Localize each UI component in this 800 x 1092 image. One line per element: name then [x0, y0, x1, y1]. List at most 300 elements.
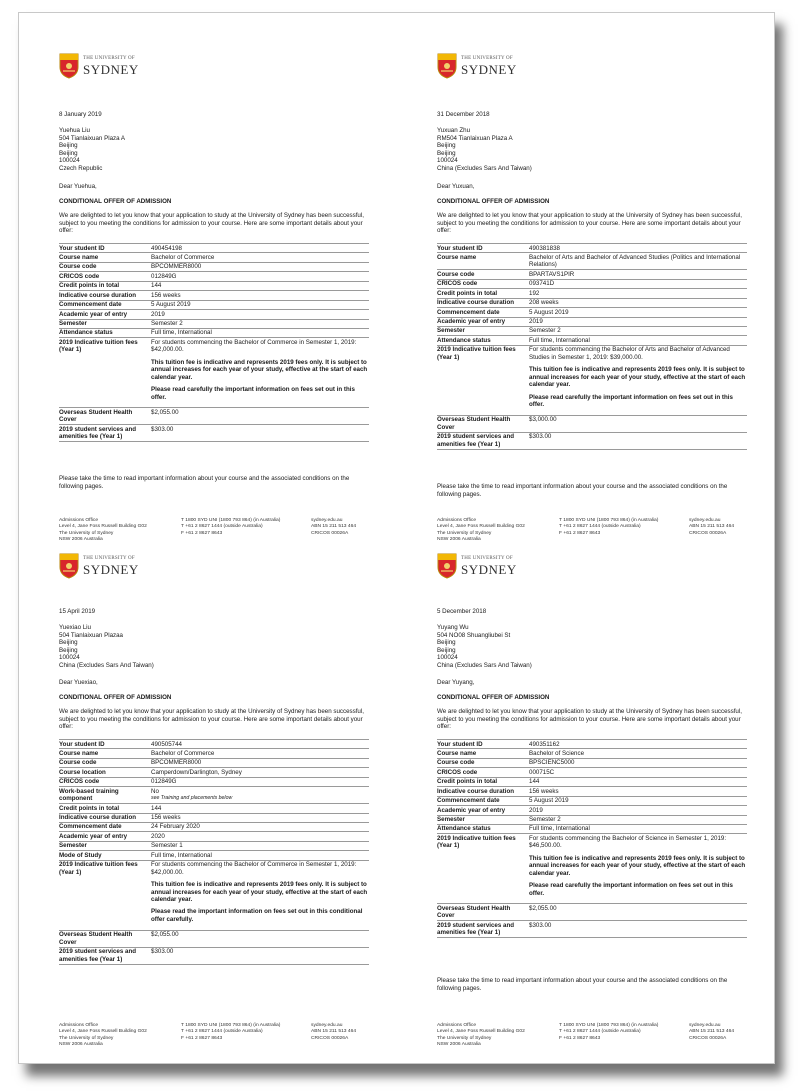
field-label: 2019 Indicative tuition fees (Year 1) — [437, 345, 529, 415]
address-line: Beijing — [59, 639, 78, 647]
footer-line: T +61 2 8627 1444 (outside Australia) — [181, 1029, 263, 1035]
field-label: Course code — [437, 758, 529, 767]
footer-line: Admissions Office — [59, 1023, 99, 1028]
address-line: Beijing — [59, 149, 78, 157]
tuition-cell — [151, 860, 369, 930]
field-value: BPCOMMER8000 — [151, 262, 369, 271]
footer-line: T 1800 SYD UNI (1800 793 864) (in Australia) — [559, 1023, 659, 1028]
salutation: Dear Yuyang, — [437, 679, 475, 686]
university-logo — [59, 53, 189, 83]
table-row — [59, 408, 369, 425]
address-line: China (Excludes Sars And Taiwan) — [437, 661, 532, 669]
offer-letter-4 — [437, 553, 777, 1053]
field-label: Attendance status — [59, 328, 151, 337]
table-row — [437, 298, 747, 307]
field-label: Course name — [437, 253, 529, 270]
university-logo — [437, 553, 567, 583]
address-line: 100024 — [437, 157, 458, 165]
salutation: Dear Yuehua, — [59, 183, 97, 190]
table-row — [437, 758, 747, 767]
field-label: Semester — [437, 815, 529, 824]
table-row — [437, 921, 747, 938]
footer-line: sydney.edu.au — [689, 518, 721, 523]
table-row — [437, 815, 747, 824]
field-value: 2019 — [151, 310, 369, 319]
field-value: 490505744 — [151, 740, 369, 749]
field-value: Bachelor of Science — [529, 749, 747, 758]
field-value: $303.00 — [529, 432, 747, 449]
logo-small-text: THE UNIVERSITY OF — [461, 56, 513, 61]
table-row — [437, 336, 747, 345]
logo-big-text: SYDNEY — [83, 62, 139, 77]
letter-date: 5 December 2018 — [437, 608, 487, 615]
footer-line: Level 4, Jane Foss Russell Building G02 — [437, 524, 525, 530]
address-line: 504 Tianlaixuan Plaza A — [59, 134, 126, 142]
tuition-cell — [151, 338, 369, 408]
field-label: Your student ID — [59, 740, 151, 749]
field-label: Your student ID — [437, 740, 529, 749]
fee-note: This tuition fee is indicative and represents 2019 fees only. It is subject to annual increases for each year of your study, effective at the start of each calendar year. — [151, 358, 368, 381]
table-row — [437, 270, 747, 279]
logo-big-text: SYDNEY — [83, 562, 139, 577]
table-row — [59, 804, 369, 813]
address-line: Beijing — [437, 149, 456, 157]
footer-line: sydney.edu.au — [311, 518, 343, 523]
recipient-address — [59, 127, 125, 172]
offer-details-table — [59, 243, 369, 442]
field-value: $303.00 — [151, 947, 369, 964]
table-row — [59, 300, 369, 309]
footer-line: Admissions Office — [437, 518, 477, 523]
table-row — [437, 749, 747, 758]
field-value: Semester 2 — [529, 326, 747, 335]
footer-line: NSW 2006 Australia — [59, 537, 103, 543]
table-row — [59, 281, 369, 290]
field-value: 012849G — [151, 272, 369, 281]
field-value: BPARTAVS1PIR — [529, 270, 747, 279]
field-value: 490351162 — [529, 740, 747, 749]
footer-line: CRICOS 00026A — [311, 530, 349, 536]
crest-icon — [437, 553, 457, 579]
footer-address — [437, 1023, 557, 1049]
field-label: Semester — [437, 326, 529, 335]
table-row — [59, 244, 369, 253]
field-label: Overseas Student Health Cover — [59, 408, 151, 425]
footer-address — [59, 518, 179, 544]
footer-line: F +61 2 8627 8643 — [559, 530, 601, 536]
field-value: 144 — [151, 804, 369, 813]
table-row — [59, 787, 369, 804]
document-sheet — [18, 12, 775, 1064]
field-value: 144 — [151, 281, 369, 290]
table-row — [437, 787, 747, 796]
footer-line: CRICOS 00026A — [311, 1035, 349, 1041]
footer-line: The University of Sydney — [59, 1035, 114, 1041]
field-value: 5 August 2019 — [529, 796, 747, 805]
table-row — [59, 813, 369, 822]
tuition-value: For students commencing the Bachelor of Commerce in Semester 1, 2019: $42,000.00. — [151, 338, 357, 354]
field-value: 156 weeks — [151, 291, 369, 300]
address-line: Yuyang Wu — [437, 624, 469, 631]
field-value: 156 weeks — [151, 813, 369, 822]
footer-web — [689, 1023, 759, 1042]
table-row — [59, 851, 369, 860]
footer-line: sydney.edu.au — [311, 1023, 343, 1028]
field-value: $3,000.00 — [529, 415, 747, 432]
field-value: $2,055.00 — [151, 930, 369, 947]
footer-line: Level 4, Jane Foss Russell Building G02 — [437, 1029, 525, 1035]
field-label: Commencement date — [437, 796, 529, 805]
field-label: Attendance status — [437, 824, 529, 833]
crest-icon — [437, 53, 457, 79]
table-row — [437, 279, 747, 288]
footer-line: sydney.edu.au — [689, 1023, 721, 1028]
field-label: Overseas Student Health Cover — [437, 904, 529, 921]
intro-paragraph: We are delighted to let you know that your application to study at the University of Sydney has been successful, subject to you meeting the conditions for admission to your course. Here are some important details about your offer: — [437, 708, 742, 731]
footer-web — [311, 518, 381, 537]
logo-big-text: SYDNEY — [461, 62, 517, 77]
footer-line: T 1800 SYD UNI (1800 793 864) (in Australia) — [181, 518, 281, 523]
field-label: Course code — [59, 758, 151, 767]
address-line: China (Excludes Sars And Taiwan) — [59, 661, 154, 669]
table-row — [59, 253, 369, 262]
table-row — [59, 310, 369, 319]
footer-web — [311, 1023, 381, 1042]
field-value: 5 August 2019 — [151, 300, 369, 309]
field-label: Credit points in total — [59, 281, 151, 290]
footer-line: T +61 2 8627 1444 (outside Australia) — [181, 524, 263, 530]
address-line: RM504 Tianlaixuan Plaza A — [437, 134, 513, 142]
field-value: Bachelor of Commerce — [151, 749, 369, 758]
field-label: 2019 student services and amenities fee (Year 1) — [59, 425, 151, 442]
address-line: 504 Tianlaixuan Plazaa — [59, 631, 123, 639]
fee-read-note: Please read carefully the important information on fees set out in this offer. — [529, 393, 733, 408]
field-label: Course name — [59, 749, 151, 758]
address-line: 100024 — [59, 157, 80, 165]
field-value: 012849G — [151, 777, 369, 786]
table-row — [59, 758, 369, 767]
field-value: Bachelor of Commerce — [151, 253, 369, 262]
field-label: Semester — [59, 319, 151, 328]
field-label: Indicative course duration — [437, 787, 529, 796]
field-label: Semester — [59, 841, 151, 850]
footer-line: Admissions Office — [59, 518, 99, 523]
footer-contact — [559, 518, 684, 537]
table-row — [59, 947, 369, 964]
address-line: Yuehua Liu — [59, 127, 90, 134]
recipient-address — [59, 624, 154, 669]
salutation: Dear Yuexiao, — [59, 679, 98, 686]
field-value: 000715C — [529, 768, 747, 777]
field-label: Academic year of entry — [59, 310, 151, 319]
field-value: $2,055.00 — [151, 408, 369, 425]
tuition-value: For students commencing the Bachelor of Commerce in Semester 1, 2019: $42,000.00. — [151, 861, 357, 876]
field-value: $303.00 — [529, 921, 747, 938]
footer-contact — [181, 1023, 306, 1042]
field-value: 5 August 2019 — [529, 308, 747, 317]
letter-heading: CONDITIONAL OFFER OF ADMISSION — [437, 694, 550, 701]
field-value: $303.00 — [151, 425, 369, 442]
footer-line: ABN 15 211 513 464 — [689, 1029, 735, 1035]
logo-big-text: SYDNEY — [461, 562, 517, 577]
table-row — [437, 345, 747, 415]
field-label: Mode of Study — [59, 851, 151, 860]
address-line: 100024 — [437, 654, 458, 662]
field-label: Academic year of entry — [59, 832, 151, 841]
footer-contact — [181, 518, 306, 537]
footer-address — [437, 518, 557, 544]
footer-line: T +61 2 8627 1444 (outside Australia) — [559, 524, 641, 530]
table-row — [437, 253, 747, 270]
address-line: Beijing — [437, 646, 456, 654]
field-label: Overseas Student Health Cover — [59, 930, 151, 947]
field-label: 2019 Indicative tuition fees (Year 1) — [437, 834, 529, 904]
field-label: Commencement date — [59, 300, 151, 309]
field-value: Semester 2 — [529, 815, 747, 824]
footer-address — [59, 1023, 179, 1049]
field-value: 144 — [529, 777, 747, 786]
field-label: Attendance status — [437, 336, 529, 345]
table-row — [59, 338, 369, 408]
field-label: Course code — [437, 270, 529, 279]
footer-line: Admissions Office — [437, 1023, 477, 1028]
footer-line: The University of Sydney — [59, 530, 114, 536]
university-logo — [59, 553, 189, 583]
address-line: 100024 — [59, 654, 80, 662]
field-value: Full time, International — [529, 824, 747, 833]
fee-note: This tuition fee is indicative and represents 2019 fees only. It is subject to annual increases for each year of your study, effective at the start of each calendar year. — [529, 366, 746, 389]
letter-heading: CONDITIONAL OFFER OF ADMISSION — [437, 198, 550, 205]
field-label: CRICOS code — [59, 272, 151, 281]
letter-heading: CONDITIONAL OFFER OF ADMISSION — [59, 198, 172, 205]
field-label: Overseas Student Health Cover — [437, 415, 529, 432]
footer-line: T 1800 SYD UNI (1800 793 864) (in Australia) — [181, 1023, 281, 1028]
footer-line: T 1800 SYD UNI (1800 793 864) (in Australia) — [559, 518, 659, 523]
footer-line: F +61 2 8627 8643 — [181, 1035, 223, 1041]
footer-line: ABN 15 211 513 464 — [311, 524, 357, 530]
recipient-address — [437, 624, 532, 669]
field-label: Academic year of entry — [437, 317, 529, 326]
field-value: Full time, International — [151, 851, 369, 860]
table-row — [59, 930, 369, 947]
address-line: Beijing — [437, 639, 456, 647]
letter-date: 15 April 2019 — [59, 608, 96, 615]
letter-heading: CONDITIONAL OFFER OF ADMISSION — [59, 694, 172, 701]
field-label: Course location — [59, 768, 151, 777]
field-value: Camperdown/Darlington, Sydney — [151, 768, 369, 777]
table-row — [59, 425, 369, 442]
field-label: 2019 Indicative tuition fees (Year 1) — [59, 860, 151, 930]
table-row — [59, 749, 369, 758]
closing-paragraph: Please take the time to read important information about your course and the associated conditions on the following pages. — [59, 475, 350, 490]
field-label: Credit points in total — [437, 289, 529, 298]
field-value: $2,055.00 — [529, 904, 747, 921]
intro-paragraph: We are delighted to let you know that your application to study at the University of Sydney has been successful, subject to you meeting the conditions for admission to your course. Here are some important details about your offer: — [59, 708, 364, 731]
intro-paragraph: We are delighted to let you know that your application to study at the University of Sydney has been successful, subject to you meeting the conditions for admission to your course. Here are some important details about your offer: — [59, 212, 364, 235]
table-row — [437, 317, 747, 326]
field-value: 24 February 2020 — [151, 822, 369, 831]
field-label: Course code — [59, 262, 151, 271]
table-row — [437, 308, 747, 317]
footer-line: Level 4, Jane Foss Russell Building G02 — [59, 524, 147, 530]
field-label: Course name — [437, 749, 529, 758]
field-label: Credit points in total — [59, 804, 151, 813]
field-value: Full time, International — [151, 328, 369, 337]
address-line: Czech Republic — [59, 164, 103, 172]
field-value: Semester 2 — [151, 319, 369, 328]
table-row — [59, 768, 369, 777]
offer-details-table — [437, 739, 747, 938]
field-label: CRICOS code — [437, 279, 529, 288]
footer-line: NSW 2006 Australia — [437, 1042, 481, 1048]
footer-line: NSW 2006 Australia — [437, 537, 481, 543]
field-label: Commencement date — [437, 308, 529, 317]
footer-line: ABN 15 211 513 464 — [311, 1029, 357, 1035]
crest-icon — [59, 553, 79, 579]
footer-line: NSW 2006 Australia — [59, 1042, 103, 1048]
offer-letter-2 — [437, 53, 777, 543]
address-line: Beijing — [437, 142, 456, 150]
footer-contact — [559, 1023, 684, 1042]
table-row — [437, 806, 747, 815]
table-row — [437, 415, 747, 432]
field-value: 490381838 — [529, 244, 747, 253]
salutation: Dear Yuxuan, — [437, 183, 475, 190]
field-label: Indicative course duration — [437, 298, 529, 307]
field-value: BPCOMMER8000 — [151, 758, 369, 767]
table-row — [437, 432, 747, 449]
table-row — [59, 777, 369, 786]
address-line: Beijing — [59, 142, 78, 150]
field-value: 208 weeks — [529, 298, 747, 307]
letter-date: 8 January 2019 — [59, 111, 102, 118]
table-row — [437, 904, 747, 921]
field-value: BPSCIENC5000 — [529, 758, 747, 767]
fee-note: This tuition fee is indicative and represents 2019 fees only. It is subject to annual increases for each year of your study, effective at the start of each calendar year. — [151, 881, 368, 903]
table-row — [59, 328, 369, 337]
table-row — [59, 291, 369, 300]
field-value: Semester 1 — [151, 841, 369, 850]
table-row — [59, 319, 369, 328]
footer-line: The University of Sydney — [437, 1035, 492, 1041]
table-row — [437, 824, 747, 833]
footer-line: CRICOS 00026A — [689, 530, 727, 536]
logo-small-text: THE UNIVERSITY OF — [461, 556, 513, 561]
field-label: 2019 student services and amenities fee (Year 1) — [59, 947, 151, 964]
letter-date: 31 December 2018 — [437, 111, 490, 118]
fee-note: This tuition fee is indicative and represents 2019 fees only. It is subject to annual increases for each year of your study, effective at the start of each calendar year. — [529, 854, 746, 877]
field-label: Your student ID — [437, 244, 529, 253]
university-logo — [437, 53, 567, 83]
footer-line: Level 4, Jane Foss Russell Building G02 — [59, 1029, 147, 1035]
offer-letter-1 — [59, 53, 399, 543]
field-value: 490454198 — [151, 244, 369, 253]
work-based-cell — [151, 787, 369, 804]
footer-line: The University of Sydney — [437, 530, 492, 536]
field-value: 192 — [529, 289, 747, 298]
field-value: Full time, International — [529, 336, 747, 345]
field-value: 2019 — [529, 806, 747, 815]
intro-paragraph: We are delighted to let you know that your application to study at the University of Sydney has been successful, subject to you meeting the conditions for admission to your course. Here are some important details about your offer: — [437, 212, 742, 235]
footer-line: CRICOS 00026A — [689, 1035, 727, 1041]
table-row — [437, 740, 747, 749]
field-label: Your student ID — [59, 244, 151, 253]
table-row — [437, 289, 747, 298]
closing-paragraph: Please take the time to read important information about your course and the associated conditions on the following pages. — [437, 977, 728, 992]
tuition-cell — [529, 834, 747, 904]
table-row — [59, 841, 369, 850]
field-value: 2020 — [151, 832, 369, 841]
address-line: China (Excludes Sars And Taiwan) — [437, 164, 532, 172]
crest-icon — [59, 53, 79, 79]
field-label: 2019 student services and amenities fee (Year 1) — [437, 432, 529, 449]
field-label: Academic year of entry — [437, 806, 529, 815]
field-label: Commencement date — [59, 822, 151, 831]
closing-paragraph: Please take the time to read important information about your course and the associated conditions on the following pages. — [437, 483, 728, 498]
field-value: 093741D — [529, 279, 747, 288]
footer-line: T +61 2 8627 1444 (outside Australia) — [559, 1029, 641, 1035]
table-row — [59, 740, 369, 749]
fee-read-note: Please read the important information on fees set out in this conditional offer carefully. — [151, 908, 363, 923]
offer-letter-3 — [59, 553, 399, 1053]
logo-small-text: THE UNIVERSITY OF — [83, 556, 135, 561]
footer-line: F +61 2 8627 8643 — [181, 530, 223, 536]
footer-line: ABN 15 211 513 464 — [689, 524, 735, 530]
field-value: Bachelor of Arts and Bachelor of Advanced Studies (Politics and International Relations) — [529, 253, 747, 270]
table-row — [437, 834, 747, 904]
field-label: 2019 student services and amenities fee (Year 1) — [437, 921, 529, 938]
footer-line: F +61 2 8627 8643 — [559, 1035, 601, 1041]
field-label: Indicative course duration — [59, 291, 151, 300]
table-row — [437, 768, 747, 777]
field-label: CRICOS code — [437, 768, 529, 777]
field-label: Indicative course duration — [59, 813, 151, 822]
tuition-value: For students commencing the Bachelor of Science in Semester 1, 2019: $46,500.00. — [529, 834, 727, 850]
field-value: 2019 — [529, 317, 747, 326]
address-line: Yuexiao Liu — [59, 624, 91, 631]
table-row — [437, 796, 747, 805]
tuition-value: For students commencing the Bachelor of Arts and Bachelor of Advanced Studies in Semester 1, 2019: $39,000.00. — [529, 346, 730, 361]
table-row — [59, 832, 369, 841]
field-label: Work-based training component — [59, 787, 151, 804]
tuition-cell — [529, 345, 747, 415]
footer-web — [689, 518, 759, 537]
field-label: Credit points in total — [437, 777, 529, 786]
address-line: 504 NO08 Shuangliubei St — [437, 631, 511, 639]
field-label: CRICOS code — [59, 777, 151, 786]
offer-details-table — [59, 739, 369, 965]
offer-details-table — [437, 243, 747, 450]
fee-read-note: Please read carefully the important information on fees set out in this offer. — [151, 386, 355, 401]
field-label: Course name — [59, 253, 151, 262]
address-line: Beijing — [59, 646, 78, 654]
table-row — [437, 777, 747, 786]
work-based-note: see Training and placements below — [151, 795, 233, 802]
table-row — [59, 822, 369, 831]
address-line: Yuxuan Zhu — [437, 127, 471, 134]
field-value: 156 weeks — [529, 787, 747, 796]
table-row — [59, 860, 369, 930]
table-row — [59, 262, 369, 271]
table-row — [437, 244, 747, 253]
fee-read-note: Please read carefully the important information on fees set out in this offer. — [529, 882, 733, 897]
table-row — [59, 272, 369, 281]
field-value: No — [151, 787, 159, 795]
field-label: 2019 Indicative tuition fees (Year 1) — [59, 338, 151, 408]
logo-small-text: THE UNIVERSITY OF — [83, 56, 135, 61]
table-row — [437, 326, 747, 335]
recipient-address — [437, 127, 532, 172]
